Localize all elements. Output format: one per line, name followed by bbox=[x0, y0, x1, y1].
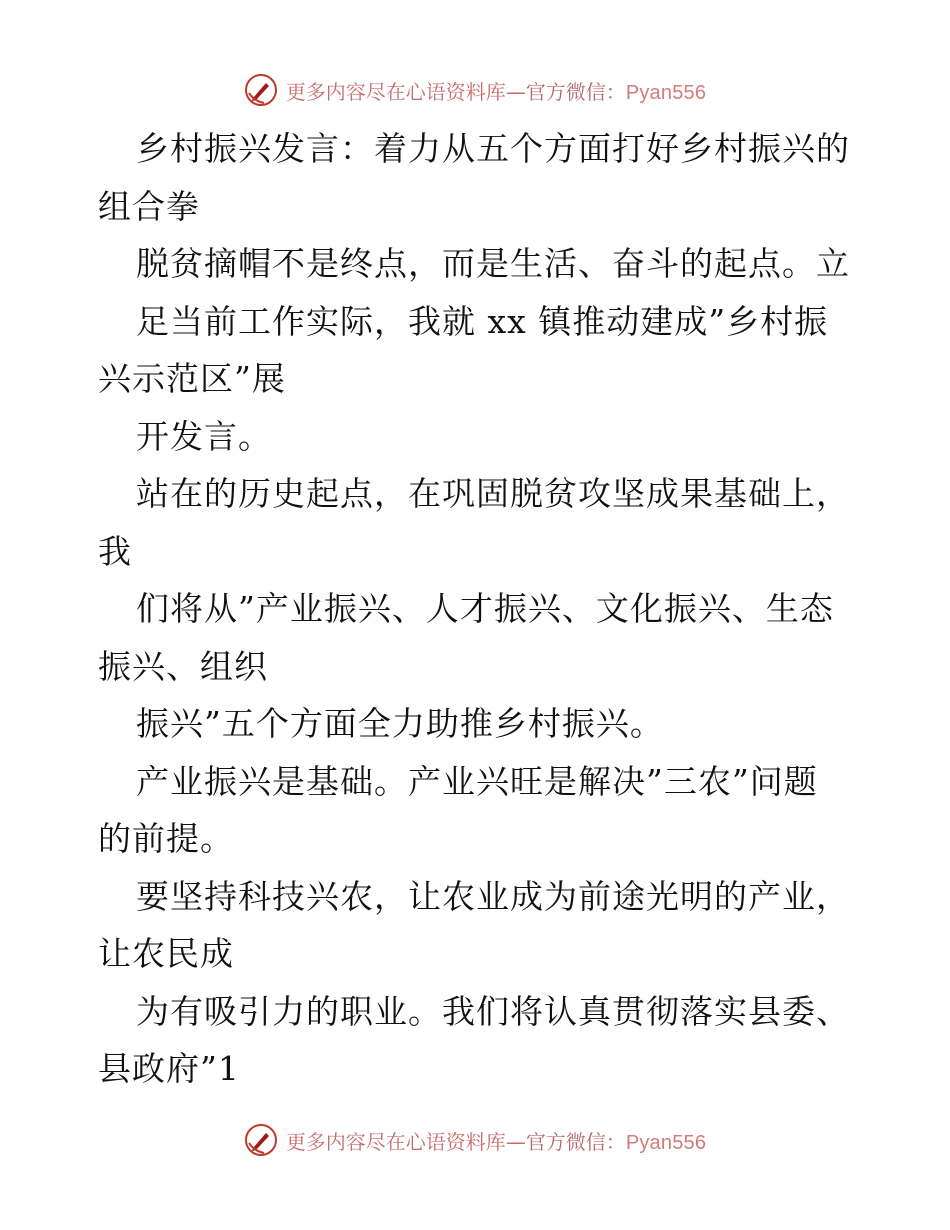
text-line: 让农民成 bbox=[98, 934, 234, 973]
text-line: 振兴”五个方面全力助推乡村振兴。 bbox=[136, 704, 664, 743]
text-line: 要坚持科技兴农，让农业成为前途光明的产业， bbox=[136, 876, 850, 916]
watermark-prefix: 更多内容尽在心语资料库 bbox=[285, 1129, 506, 1154]
watermark-separator: — bbox=[505, 1129, 526, 1154]
text-line: 乡村振兴发言：着力从五个方面打好乡村振兴的 bbox=[136, 129, 850, 168]
watermark-wechat-id: Pyan556 bbox=[625, 1131, 707, 1154]
header-watermark bbox=[0, 68, 950, 112]
text-line: 县政府”1 bbox=[98, 1049, 240, 1088]
watermark-text bbox=[286, 76, 706, 105]
watermark-wechat-id: Pyan556 bbox=[625, 81, 707, 104]
text-line: 的前提。 bbox=[98, 819, 234, 858]
text-line: 们将从”产业振兴、人才振兴、文化振兴、生态 bbox=[136, 589, 834, 628]
watermark-prefix: 更多内容尽在心语资料库 bbox=[285, 79, 506, 104]
text-line: 产业振兴是基础。产业兴旺是解决”三农”问题 bbox=[136, 761, 818, 801]
text-line: 为有吸引力的职业。我们将认真贯彻落实县委、 bbox=[136, 991, 850, 1031]
text-line: 我 bbox=[98, 531, 132, 571]
text-line: 兴示范区”展 bbox=[98, 359, 286, 398]
pen-logo-icon bbox=[244, 1123, 278, 1157]
watermark-official: 官方微信： bbox=[525, 79, 626, 104]
footer-watermark bbox=[0, 1118, 950, 1162]
text-line: 振兴、组织 bbox=[98, 646, 268, 686]
text-line: 组合拳 bbox=[98, 186, 200, 226]
watermark-text bbox=[286, 1126, 706, 1155]
watermark-separator: — bbox=[505, 79, 526, 104]
text-line: 足当前工作实际，我就 xx 镇推动建成”乡村振 bbox=[136, 301, 829, 341]
watermark-official: 官方微信： bbox=[525, 1129, 626, 1154]
text-line: 脱贫摘帽不是终点，而是生活、奋斗的起点。立 bbox=[136, 244, 850, 283]
text-line: 站在的历史起点，在巩固脱贫攻坚成果基础上， bbox=[136, 474, 850, 513]
pen-logo-icon bbox=[244, 73, 278, 107]
document-body bbox=[98, 120, 858, 1098]
text-line: 开发言。 bbox=[136, 416, 272, 456]
